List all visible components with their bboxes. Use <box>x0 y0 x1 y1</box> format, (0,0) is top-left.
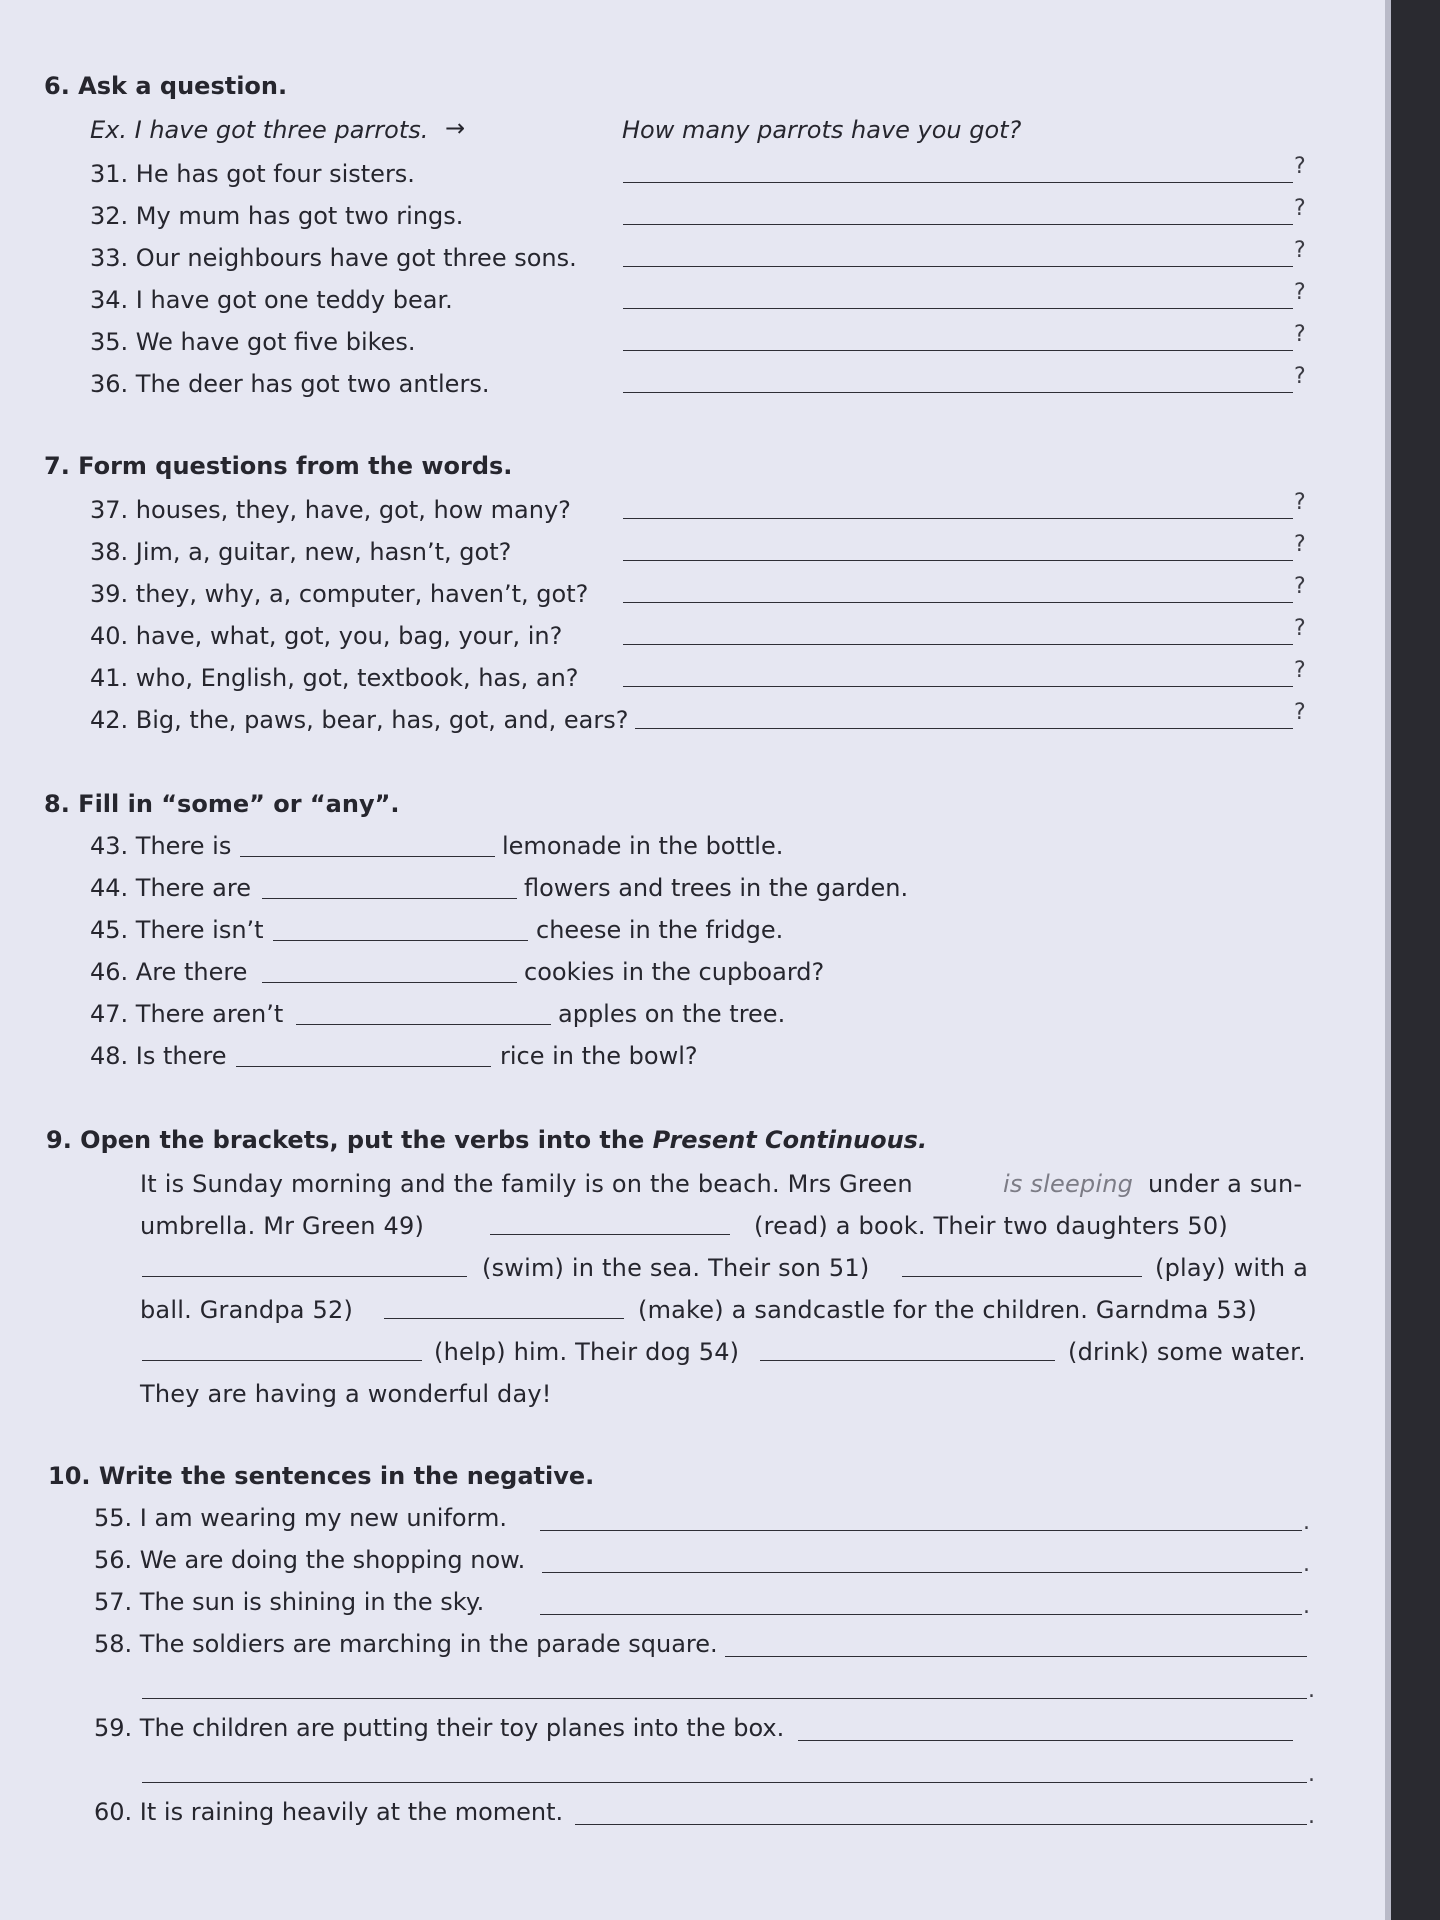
paragraph-line-1a: It is Sunday morning and the family is on the beach. Mrs Green <box>140 1170 913 1198</box>
question-39: 39. they, why, a, computer, haven’t, got? <box>90 580 589 608</box>
answer-line-58a[interactable] <box>725 1656 1307 1657</box>
blank-52[interactable] <box>384 1318 624 1319</box>
answer-line-33[interactable] <box>623 266 1293 267</box>
answer-line-59a[interactable] <box>798 1740 1293 1741</box>
full-stop: . <box>1308 1804 1315 1829</box>
answer-line-41[interactable] <box>623 686 1293 687</box>
answer-line-42[interactable] <box>635 728 1293 729</box>
answer-line-36[interactable] <box>623 392 1293 393</box>
fill-43-blank[interactable] <box>240 856 495 857</box>
answer-line-56[interactable] <box>542 1572 1302 1573</box>
section-9-heading <box>46 1126 927 1154</box>
fill-48-before: 48. Is there <box>90 1042 227 1070</box>
fill-46-after: cookies in the cupboard? <box>524 958 825 986</box>
full-stop: . <box>1303 1510 1310 1535</box>
full-stop: . <box>1308 1762 1315 1787</box>
question-mark: ? <box>1294 196 1306 221</box>
question-40: 40. have, what, got, you, bag, your, in? <box>90 622 563 650</box>
section-9-heading-italic: Present Continuous. <box>652 1126 928 1154</box>
fill-45-after: cheese in the fridge. <box>536 916 784 944</box>
question-mark: ? <box>1294 322 1306 347</box>
full-stop: . <box>1303 1552 1310 1577</box>
question-mark: ? <box>1294 364 1306 389</box>
full-stop: . <box>1303 1594 1310 1619</box>
blank-50[interactable] <box>142 1276 467 1277</box>
question-34: 34. I have got one teddy bear. <box>90 286 453 314</box>
fill-44-blank[interactable] <box>262 898 517 899</box>
answer-line-55[interactable] <box>540 1530 1302 1531</box>
paragraph-line-1b: under a sun- <box>1148 1170 1303 1198</box>
answer-line-60[interactable] <box>575 1824 1307 1825</box>
blank-54[interactable] <box>760 1360 1055 1361</box>
question-33: 33. Our neighbours have got three sons. <box>90 244 577 272</box>
paragraph-line-3a: (swim) in the sea. Their son 51) <box>482 1254 870 1282</box>
fill-48-after: rice in the bowl? <box>500 1042 698 1070</box>
sentence-60: 60. It is raining heavily at the moment. <box>94 1798 564 1826</box>
paragraph-line-5b: (drink) some water. <box>1068 1338 1306 1366</box>
answer-line-34[interactable] <box>623 308 1293 309</box>
fill-46-blank[interactable] <box>262 982 517 983</box>
section-9-heading-main: 9. Open the brackets, put the verbs into the <box>46 1126 653 1154</box>
question-36: 36. The deer has got two antlers. <box>90 370 490 398</box>
paragraph-line-3b: (play) with a <box>1155 1254 1309 1282</box>
sentence-56: 56. We are doing the shopping now. <box>94 1546 526 1574</box>
fill-46-before: 46. Are there <box>90 958 248 986</box>
fill-45-blank[interactable] <box>273 940 528 941</box>
section-7-heading: 7. Form questions from the words. <box>44 452 513 480</box>
question-31: 31. He has got four sisters. <box>90 160 415 188</box>
answer-line-32[interactable] <box>623 224 1293 225</box>
fill-43-before: 43. There is <box>90 832 232 860</box>
fill-45-before: 45. There isn’t <box>90 916 264 944</box>
question-mark: ? <box>1294 700 1306 725</box>
fill-44-after: flowers and trees in the garden. <box>524 874 909 902</box>
fill-48-blank[interactable] <box>236 1066 491 1067</box>
fill-44-before: 44. There are <box>90 874 251 902</box>
question-mark: ? <box>1294 574 1306 599</box>
question-42: 42. Big, the, paws, bear, has, got, and, ears? <box>90 706 629 734</box>
paragraph-line-4a: ball. Grandpa 52) <box>140 1296 354 1324</box>
question-mark: ? <box>1294 658 1306 683</box>
answer-line-57[interactable] <box>540 1614 1302 1615</box>
full-stop: . <box>1308 1678 1315 1703</box>
question-38: 38. Jim, a, guitar, new, hasn’t, got? <box>90 538 512 566</box>
answer-line-59b[interactable] <box>142 1782 1307 1783</box>
answer-line-39[interactable] <box>623 602 1293 603</box>
question-37: 37. houses, they, have, got, how many? <box>90 496 571 524</box>
question-32: 32. My mum has got two rings. <box>90 202 464 230</box>
blank-49[interactable] <box>490 1234 730 1235</box>
answer-line-31[interactable] <box>623 182 1293 183</box>
fill-47-before: 47. There aren’t <box>90 1000 284 1028</box>
question-mark: ? <box>1294 490 1306 515</box>
answer-line-37[interactable] <box>623 518 1293 519</box>
fill-43-after: lemonade in the bottle. <box>502 832 784 860</box>
answer-line-40[interactable] <box>623 644 1293 645</box>
answer-line-35[interactable] <box>623 350 1293 351</box>
answer-line-38[interactable] <box>623 560 1293 561</box>
blank-51[interactable] <box>902 1276 1142 1277</box>
example-prompt: Ex. I have got three parrots. <box>90 116 429 144</box>
question-mark: ? <box>1294 154 1306 179</box>
paragraph-line-2b: (read) a book. Their two daughters 50) <box>754 1212 1228 1240</box>
sentence-55: 55. I am wearing my new uniform. <box>94 1504 508 1532</box>
paragraph-line-4b: (make) a sandcastle for the children. Garndma 53) <box>638 1296 1257 1324</box>
paragraph-line-6: They are having a wonderful day! <box>140 1380 552 1408</box>
sentence-57: 57. The sun is shining in the sky. <box>94 1588 485 1616</box>
answer-line-58b[interactable] <box>142 1698 1307 1699</box>
section-8-heading: 8. Fill in “some” or “any”. <box>44 790 400 818</box>
sentence-59: 59. The children are putting their toy planes into the box. <box>94 1714 785 1742</box>
section-6-heading: 6. Ask a question. <box>44 72 288 100</box>
question-41: 41. who, English, got, textbook, has, an? <box>90 664 579 692</box>
fill-47-blank[interactable] <box>296 1024 551 1025</box>
paragraph-line-5a: (help) him. Their dog 54) <box>434 1338 740 1366</box>
arrow-icon: → <box>445 114 466 142</box>
example-verb: is sleeping <box>1003 1170 1134 1198</box>
section-10-heading: 10. Write the sentences in the negative. <box>48 1462 595 1490</box>
sentence-58: 58. The soldiers are marching in the parade square. <box>94 1630 718 1658</box>
blank-53[interactable] <box>142 1360 422 1361</box>
fill-47-after: apples on the tree. <box>558 1000 786 1028</box>
question-mark: ? <box>1294 532 1306 557</box>
question-mark: ? <box>1294 280 1306 305</box>
question-35: 35. We have got five bikes. <box>90 328 416 356</box>
question-mark: ? <box>1294 616 1306 641</box>
question-mark: ? <box>1294 238 1306 263</box>
example-answer: How many parrots have you got? <box>622 116 1022 144</box>
paragraph-line-2a: umbrella. Mr Green 49) <box>140 1212 425 1240</box>
